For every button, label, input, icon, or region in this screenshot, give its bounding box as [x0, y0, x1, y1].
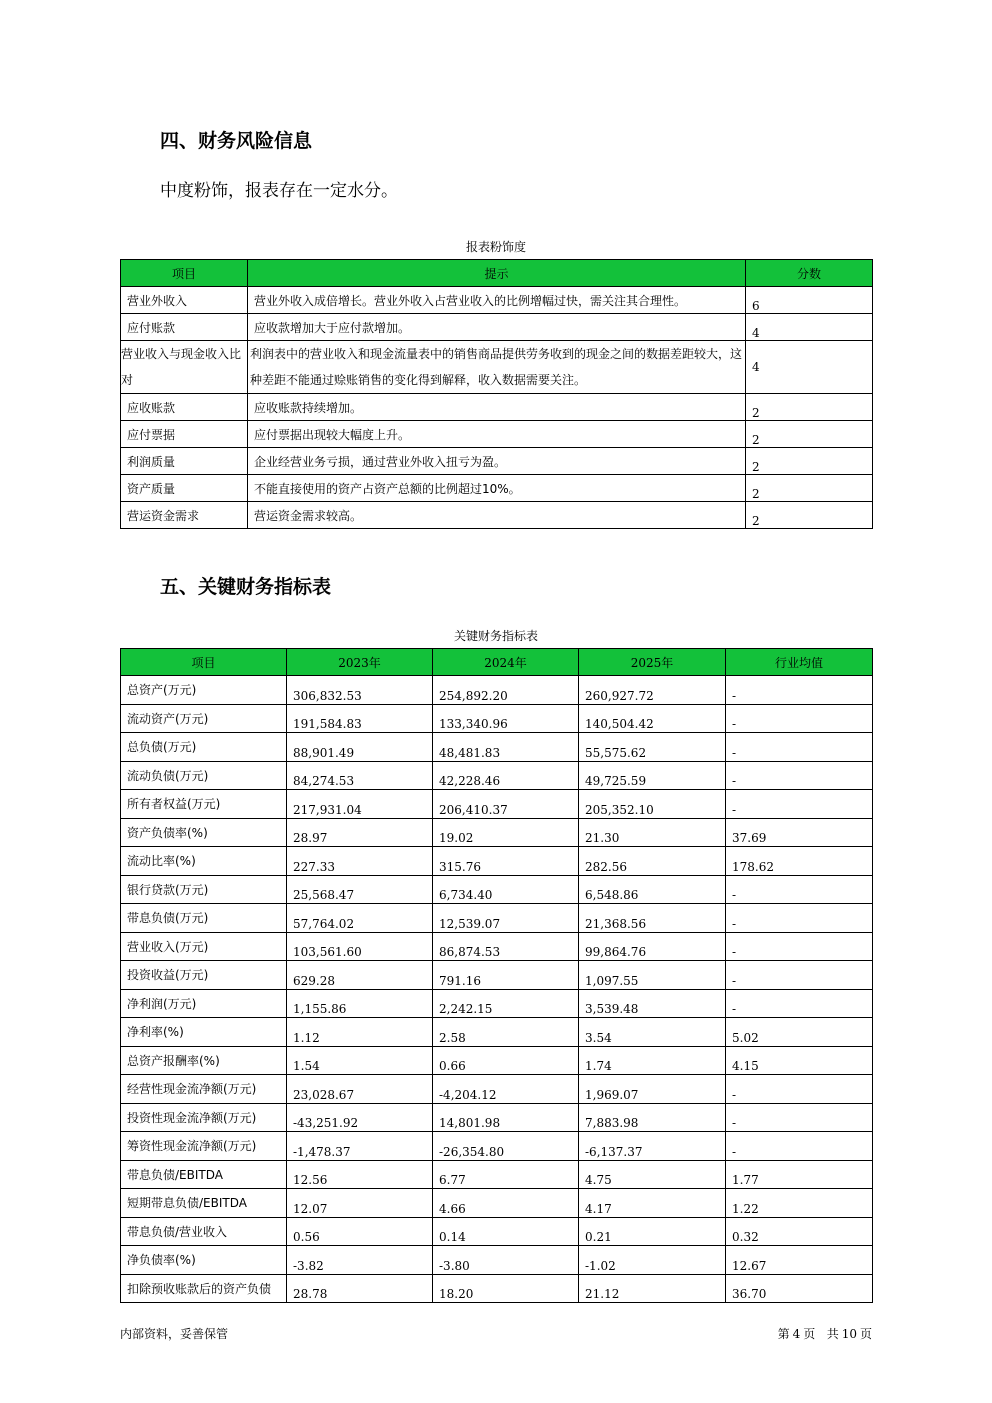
kpi-cell-2024: -26,354.80 — [433, 1132, 579, 1161]
footer-page-current: 4 — [792, 1327, 801, 1341]
risk-cell-item: 应付账款 — [121, 314, 248, 341]
kpi-table-row — [121, 1160, 873, 1189]
kpi-cell-item: 银行贷款(万元) — [121, 875, 287, 904]
kpi-cell-industry-avg: - — [726, 1132, 873, 1161]
kpi-cell-2023: 1.54 — [287, 1046, 433, 1075]
kpi-cell-2023: 28.78 — [287, 1274, 433, 1303]
risk-table-row — [121, 475, 873, 502]
kpi-table-row — [121, 961, 873, 990]
kpi-table-row — [121, 932, 873, 961]
risk-cell-hint: 营业外收入成倍增长。营业外收入占营业收入的比例增幅过快，需关注其合理性。 — [248, 287, 746, 314]
kpi-cell-2025: 1,969.07 — [579, 1075, 726, 1104]
kpi-cell-2023: 23,028.67 — [287, 1075, 433, 1104]
kpi-table-row — [121, 818, 873, 847]
kpi-cell-item: 扣除预收账款后的资产负债 — [121, 1274, 287, 1303]
kpi-cell-2024: 133,340.96 — [433, 704, 579, 733]
kpi-header-2024: 2024年 — [433, 649, 579, 676]
kpi-cell-item: 带息负债/营业收入 — [121, 1217, 287, 1246]
kpi-cell-2024: -4,204.12 — [433, 1075, 579, 1104]
kpi-cell-2024: 2.58 — [433, 1018, 579, 1047]
footer-page-unit: 页 — [803, 1327, 816, 1341]
risk-cell-item: 营业收入与现金收入比对 — [121, 341, 248, 394]
kpi-cell-item: 净利率(%) — [121, 1018, 287, 1047]
risk-table-row — [121, 341, 873, 394]
kpi-cell-2024: 4.66 — [433, 1189, 579, 1218]
kpi-cell-2024: 18.20 — [433, 1274, 579, 1303]
kpi-table — [120, 648, 873, 1303]
risk-table-row — [121, 502, 873, 529]
kpi-cell-2023: 88,901.49 — [287, 733, 433, 762]
risk-header-item: 项目 — [121, 260, 248, 287]
kpi-cell-item: 净负债率(%) — [121, 1246, 287, 1275]
kpi-cell-2023: 12.56 — [287, 1160, 433, 1189]
risk-cell-hint: 营运资金需求较高。 — [248, 502, 746, 529]
kpi-table-row — [121, 1103, 873, 1132]
kpi-table-caption: 关键财务指标表 — [453, 629, 538, 643]
kpi-cell-2024: 2,242.15 — [433, 989, 579, 1018]
kpi-table-row — [121, 1217, 873, 1246]
kpi-cell-industry-avg: - — [726, 961, 873, 990]
kpi-cell-2025: 7,883.98 — [579, 1103, 726, 1132]
kpi-cell-2024: 19.02 — [433, 818, 579, 847]
kpi-cell-2024: 12,539.07 — [433, 904, 579, 933]
kpi-header-2023: 2023年 — [287, 649, 433, 676]
kpi-cell-industry-avg: - — [726, 733, 873, 762]
risk-cell-hint: 利润表中的营业收入和现金流量表中的销售商品提供劳务收到的现金之间的数据差距较大，这种差距不能通过赊账销售的变化得到解释，收入数据需要关注。 — [248, 341, 746, 394]
kpi-cell-2024: 86,874.53 — [433, 932, 579, 961]
kpi-cell-2025: -1.02 — [579, 1246, 726, 1275]
kpi-cell-industry-avg: 37.69 — [726, 818, 873, 847]
kpi-cell-item: 总资产报酬率(%) — [121, 1046, 287, 1075]
footer-total-unit: 页 — [859, 1327, 872, 1341]
risk-cell-item: 营业外收入 — [121, 287, 248, 314]
footer-page-prefix: 第 — [777, 1327, 790, 1341]
kpi-cell-2023: 1.12 — [287, 1018, 433, 1047]
kpi-cell-2025: 1,097.55 — [579, 961, 726, 990]
kpi-cell-industry-avg: 5.02 — [726, 1018, 873, 1047]
risk-cell-score: 2 — [746, 421, 873, 448]
kpi-cell-2023: 12.07 — [287, 1189, 433, 1218]
kpi-header-2025: 2025年 — [579, 649, 726, 676]
kpi-cell-item: 筹资性现金流净额(万元) — [121, 1132, 287, 1161]
risk-header-hint: 提示 — [248, 260, 746, 287]
kpi-cell-2023: 84,274.53 — [287, 761, 433, 790]
kpi-cell-2024: 6.77 — [433, 1160, 579, 1189]
kpi-cell-2023: 0.56 — [287, 1217, 433, 1246]
kpi-cell-item: 净利润(万元) — [121, 989, 287, 1018]
section4-summary: 中度粉饰，报表存在一定水分。 — [160, 181, 398, 201]
kpi-cell-item: 带息负债(万元) — [121, 904, 287, 933]
kpi-cell-2023: 1,155.86 — [287, 989, 433, 1018]
kpi-cell-item: 投资收益(万元) — [121, 961, 287, 990]
kpi-table-row — [121, 1046, 873, 1075]
kpi-cell-2024: 791.16 — [433, 961, 579, 990]
risk-cell-score: 2 — [746, 502, 873, 529]
kpi-cell-item: 营业收入(万元) — [121, 932, 287, 961]
kpi-cell-2025: 21,368.56 — [579, 904, 726, 933]
risk-cell-score: 6 — [746, 287, 873, 314]
kpi-table-header-row — [121, 649, 873, 676]
risk-table-row — [121, 287, 873, 314]
kpi-cell-industry-avg: 1.22 — [726, 1189, 873, 1218]
kpi-cell-2023: 306,832.53 — [287, 676, 433, 705]
kpi-cell-item: 总资产(万元) — [121, 676, 287, 705]
kpi-table-row — [121, 1132, 873, 1161]
kpi-cell-2023: 25,568.47 — [287, 875, 433, 904]
kpi-cell-2025: 260,927.72 — [579, 676, 726, 705]
kpi-cell-2025: 205,352.10 — [579, 790, 726, 819]
kpi-header-industry-avg: 行业均值 — [726, 649, 873, 676]
kpi-cell-industry-avg: 36.70 — [726, 1274, 873, 1303]
risk-cell-item: 利润质量 — [121, 448, 248, 475]
kpi-cell-2025: 99,864.76 — [579, 932, 726, 961]
kpi-cell-item: 资产负债率(%) — [121, 818, 287, 847]
kpi-cell-2024: 254,892.20 — [433, 676, 579, 705]
kpi-cell-2023: 227.33 — [287, 847, 433, 876]
kpi-cell-item: 所有者权益(万元) — [121, 790, 287, 819]
kpi-cell-2023: 217,931.04 — [287, 790, 433, 819]
risk-table — [120, 259, 873, 529]
risk-table-header-row — [121, 260, 873, 287]
kpi-cell-2023: -3.82 — [287, 1246, 433, 1275]
risk-header-score: 分数 — [746, 260, 873, 287]
kpi-cell-2025: 6,548.86 — [579, 875, 726, 904]
kpi-cell-2023: 28.97 — [287, 818, 433, 847]
risk-cell-score: 4 — [746, 314, 873, 341]
kpi-cell-2024: 206,410.37 — [433, 790, 579, 819]
kpi-table-row — [121, 1018, 873, 1047]
kpi-cell-2025: 4.17 — [579, 1189, 726, 1218]
risk-cell-score: 2 — [746, 394, 873, 421]
kpi-cell-industry-avg: 1.77 — [726, 1160, 873, 1189]
kpi-table-row — [121, 989, 873, 1018]
risk-cell-hint: 应收账款持续增加。 — [248, 394, 746, 421]
risk-cell-item: 营运资金需求 — [121, 502, 248, 529]
risk-cell-item: 应收账款 — [121, 394, 248, 421]
kpi-cell-2024: 6,734.40 — [433, 875, 579, 904]
kpi-cell-industry-avg: - — [726, 704, 873, 733]
kpi-cell-2025: 4.75 — [579, 1160, 726, 1189]
footer-page-total: 10 — [841, 1327, 857, 1341]
kpi-cell-item: 流动比率(%) — [121, 847, 287, 876]
kpi-cell-industry-avg: 0.32 — [726, 1217, 873, 1246]
kpi-cell-2024: -3.80 — [433, 1246, 579, 1275]
risk-cell-hint: 应收款增加大于应付款增加。 — [248, 314, 746, 341]
risk-table-row — [121, 448, 873, 475]
kpi-cell-2024: 48,481.83 — [433, 733, 579, 762]
risk-table-row — [121, 421, 873, 448]
kpi-cell-2023: -43,251.92 — [287, 1103, 433, 1132]
kpi-cell-2025: 1.74 — [579, 1046, 726, 1075]
kpi-cell-2025: 3.54 — [579, 1018, 726, 1047]
kpi-table-row — [121, 761, 873, 790]
kpi-cell-2024: 0.14 — [433, 1217, 579, 1246]
kpi-table-row — [121, 790, 873, 819]
kpi-cell-item: 短期带息负债/EBITDA — [121, 1189, 287, 1218]
kpi-cell-item: 经营性现金流净额(万元) — [121, 1075, 287, 1104]
kpi-cell-item: 流动资产(万元) — [121, 704, 287, 733]
kpi-cell-industry-avg: - — [726, 1103, 873, 1132]
risk-cell-score: 2 — [746, 475, 873, 502]
kpi-cell-2023: 57,764.02 — [287, 904, 433, 933]
kpi-cell-2024: 14,801.98 — [433, 1103, 579, 1132]
kpi-cell-2024: 315.76 — [433, 847, 579, 876]
kpi-cell-2023: 629.28 — [287, 961, 433, 990]
kpi-cell-2023: 103,561.60 — [287, 932, 433, 961]
kpi-cell-industry-avg: - — [726, 932, 873, 961]
kpi-table-row — [121, 1189, 873, 1218]
section4-title: 四、财务风险信息 — [160, 130, 313, 152]
kpi-table-row — [121, 904, 873, 933]
kpi-table-row — [121, 676, 873, 705]
kpi-cell-2025: 3,539.48 — [579, 989, 726, 1018]
footer-page-number — [778, 1325, 872, 1342]
kpi-cell-industry-avg: - — [726, 989, 873, 1018]
kpi-header-item: 项目 — [121, 649, 287, 676]
kpi-table-row — [121, 1246, 873, 1275]
kpi-cell-2025: 21.30 — [579, 818, 726, 847]
section5-title: 五、关键财务指标表 — [160, 576, 332, 598]
kpi-cell-industry-avg: - — [726, 1075, 873, 1104]
kpi-cell-industry-avg: - — [726, 790, 873, 819]
kpi-cell-2023: -1,478.37 — [287, 1132, 433, 1161]
risk-table-row — [121, 314, 873, 341]
kpi-cell-2025: 55,575.62 — [579, 733, 726, 762]
kpi-table-row — [121, 1075, 873, 1104]
risk-cell-score: 2 — [746, 448, 873, 475]
risk-table-caption: 报表粉饰度 — [465, 240, 526, 254]
kpi-cell-2024: 0.66 — [433, 1046, 579, 1075]
kpi-table-row — [121, 875, 873, 904]
kpi-cell-industry-avg: 4.15 — [726, 1046, 873, 1075]
risk-cell-item: 应付票据 — [121, 421, 248, 448]
kpi-table-row — [121, 847, 873, 876]
risk-cell-hint: 不能直接使用的资产占资产总额的比例超过10%。 — [248, 475, 746, 502]
kpi-cell-industry-avg: - — [726, 904, 873, 933]
kpi-table-row — [121, 704, 873, 733]
kpi-cell-item: 带息负债/EBITDA — [121, 1160, 287, 1189]
kpi-cell-item: 总负债(万元) — [121, 733, 287, 762]
kpi-table-row — [121, 733, 873, 762]
footer-confidential: 内部资料，妥善保管 — [120, 1327, 229, 1341]
kpi-cell-item: 流动负债(万元) — [121, 761, 287, 790]
kpi-cell-2025: 21.12 — [579, 1274, 726, 1303]
risk-cell-hint: 应付票据出现较大幅度上升。 — [248, 421, 746, 448]
kpi-cell-2025: -6,137.37 — [579, 1132, 726, 1161]
risk-cell-hint: 企业经营业务亏损，通过营业外收入扭亏为盈。 — [248, 448, 746, 475]
risk-table-row — [121, 394, 873, 421]
kpi-cell-2025: 282.56 — [579, 847, 726, 876]
kpi-cell-2025: 0.21 — [579, 1217, 726, 1246]
kpi-cell-industry-avg: 12.67 — [726, 1246, 873, 1275]
kpi-cell-item: 投资性现金流净额(万元) — [121, 1103, 287, 1132]
kpi-cell-industry-avg: - — [726, 875, 873, 904]
footer-total-prefix: 共 — [826, 1327, 839, 1341]
kpi-cell-industry-avg: 178.62 — [726, 847, 873, 876]
kpi-cell-industry-avg: - — [726, 761, 873, 790]
kpi-cell-2024: 42,228.46 — [433, 761, 579, 790]
kpi-cell-2023: 191,584.83 — [287, 704, 433, 733]
kpi-cell-industry-avg: - — [726, 676, 873, 705]
kpi-cell-2025: 49,725.59 — [579, 761, 726, 790]
kpi-cell-2025: 140,504.42 — [579, 704, 726, 733]
risk-cell-score: 4 — [746, 341, 873, 394]
risk-cell-item: 资产质量 — [121, 475, 248, 502]
kpi-table-row — [121, 1274, 873, 1303]
